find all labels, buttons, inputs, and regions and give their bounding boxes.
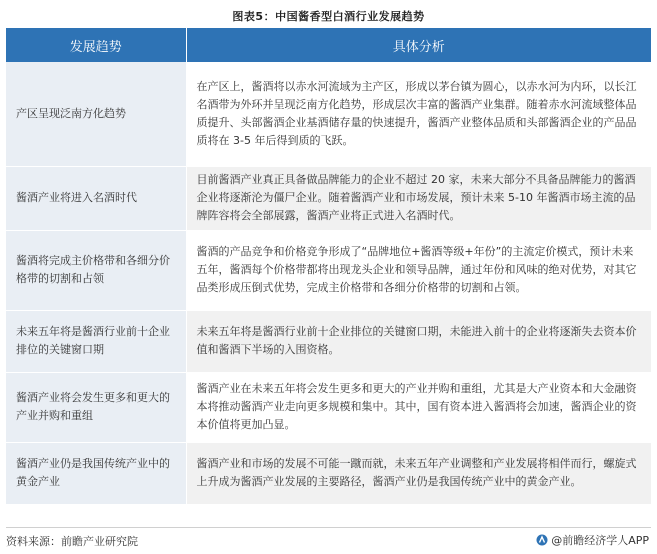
table-row [6,442,651,504]
trend-cell: 酱酒产业仍是我国传统产业中的黄金产业 [6,442,186,504]
trend-cell: 未来五年将是酱酒行业前十企业排位的关键窗口期 [6,310,186,372]
trend-table [6,28,651,505]
analysis-cell: 酱酒产业在未来五年将会发生更多和更大的产业并购和重组，尤其是大产业资本和大金融资本将推动酱酒产业走向更多规模和集中。其中，国有资本进入酱酒将会加速，酱酒企业的资本价值将更加凸显。 [186,372,651,442]
source-note: 资料来源：前瞻产业研究院 [6,535,138,548]
brand-credit [536,532,649,548]
trend-cell: 产区呈现泛南方化趋势 [6,62,186,166]
table-row [6,310,651,372]
trend-cell: 酱酒产业将会发生更多和更大的产业并购和重组 [6,372,186,442]
brand-logo-icon [536,534,548,546]
table-row [6,230,651,310]
analysis-cell: 未来五年将是酱酒行业前十企业排位的关键窗口期，未能进入前十的企业将逐渐失去资本价值和酱酒下半场的入围资格。 [186,310,651,372]
trend-cell: 酱酒产业将进入名酒时代 [6,166,186,230]
analysis-cell: 酱酒的产品竞争和价格竞争形成了“品牌地位+酱酒等级+年份”的主流定价模式，预计未来五年，酱酒每个价格带都将出现龙头企业和领导品牌，通过年份和风味的绝对优势，对其它品类形成压倒式优势，完成主价格带和各细分价格带的切割和占领。 [186,230,651,310]
analysis-cell: 在产区上，酱酒将以赤水河流域为主产区，形成以茅台镇为圆心，以赤水河为内环，以长江名酒带为外环并呈现泛南方化趋势，形成层次丰富的酱酒产业集群。随着赤水河流域整体品质提升、头部酱酒企业基酒储存量的快速提升，酱酒产业整体品质和头部酱酒企业的产品品质将在 3-5 年后得到质的飞跃。 [186,62,651,166]
figure-title: 图表5：中国酱香型白酒行业发展趋势 [232,10,425,23]
analysis-cell: 酱酒产业和市场的发展不可能一蹴而就，未来五年产业调整和产业发展将相伴而行，螺旋式上升成为酱酒产业发展的主要路径，酱酒产业仍是我国传统产业中的黄金产业。 [186,442,651,504]
header-trend: 发展趋势 [6,28,186,62]
table-row [6,166,651,230]
trend-cell: 酱酒将完成主价格带和各细分价格带的切割和占领 [6,230,186,310]
header-analysis: 具体分析 [186,28,651,62]
table-row [6,372,651,442]
footer-divider [6,527,651,528]
analysis-cell: 目前酱酒产业真正具备做品牌能力的企业不超过 20 家，未来大部分不具备品牌能力的酱酒企业将逐渐沦为僵尸企业。随着酱酒产业和市场发展，预计未来 5-10 年酱酒市场主流的品牌阵容将会全部展露，酱酒产业将正式进入名酒时代。 [186,166,651,230]
table-header-row [6,28,651,62]
brand-label: @前瞻经济学人APP [551,534,649,547]
table-row [6,62,651,166]
